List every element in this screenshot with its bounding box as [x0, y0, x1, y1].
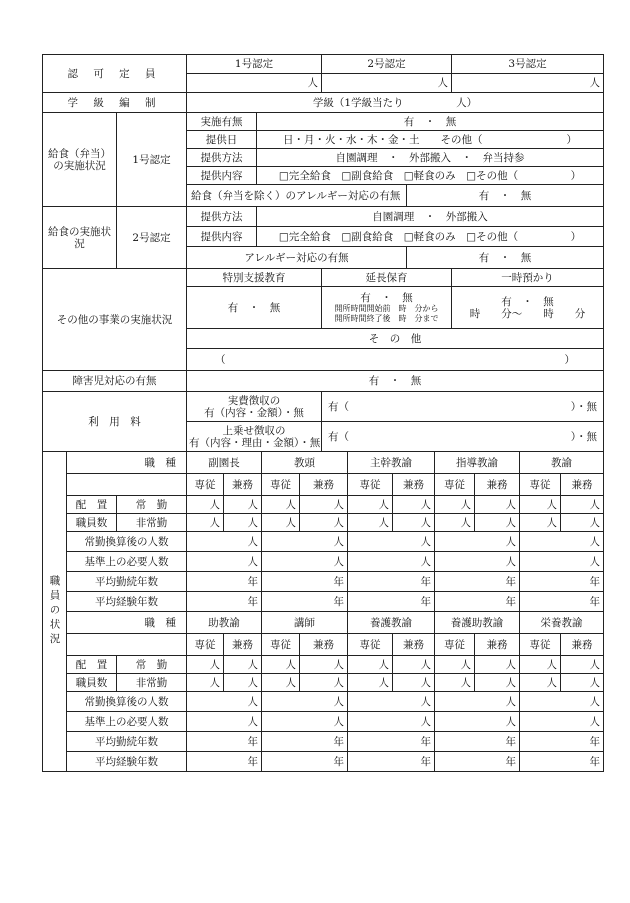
- meal2-value-0[interactable]: 自園調理 ・ 外部搬入: [257, 207, 604, 227]
- staff-type-types2-1: 講師: [262, 612, 348, 634]
- kinzoku-value[interactable]: 年: [262, 572, 348, 592]
- shokuin-label: 職員数: [67, 674, 117, 692]
- kinzoku-value[interactable]: 年: [435, 732, 520, 752]
- kenmu-header: 兼務: [393, 634, 435, 656]
- staff-type-types2-2: 養護教諭: [348, 612, 435, 634]
- senju-header: 専従: [187, 474, 224, 496]
- other-etc-value[interactable]: [187, 349, 604, 371]
- jokin-count[interactable]: 人: [348, 496, 393, 514]
- keiken-value[interactable]: 年: [520, 592, 604, 612]
- meal2-key-0: 提供方法: [187, 207, 257, 227]
- class-value[interactable]: 学級（1学級当たり 人）: [187, 93, 604, 113]
- meal2-type: 2号認定: [117, 207, 187, 269]
- kanzan-value[interactable]: 人: [262, 532, 348, 552]
- staff-type-types1-4: 教諭: [520, 452, 604, 474]
- kanzan-label: 常勤換算後の人数: [67, 692, 187, 712]
- jokin-count[interactable]: 人: [475, 656, 520, 674]
- hijokin-count[interactable]: 人: [561, 674, 604, 692]
- kanzan-value[interactable]: 人: [348, 692, 435, 712]
- fee-r1-label: [187, 392, 322, 422]
- staff-label: 職員の状況: [43, 452, 67, 772]
- meal1-value-2[interactable]: 自園調理 ・ 外部搬入 ・ 弁当持参: [257, 149, 604, 167]
- haichi-label: 配 置: [67, 496, 117, 514]
- other-head-3: 一時預かり: [452, 269, 604, 287]
- kenmu-header: 兼務: [300, 634, 348, 656]
- capacity-col-2: 2号認定: [322, 55, 452, 74]
- kinzoku-value[interactable]: 年: [187, 732, 262, 752]
- other-etc-label: そ の 他: [187, 329, 604, 349]
- meal2-key-1: 提供内容: [187, 227, 257, 247]
- staff-type-types2-3: 養護助教諭: [435, 612, 520, 634]
- keiken-label: 平均経験年数: [67, 592, 187, 612]
- other-value-3-main: 有 ・ 無: [501, 295, 554, 308]
- fee-r1-open: 有（: [328, 400, 350, 413]
- disability-value[interactable]: 有 ・ 無: [187, 371, 604, 392]
- fee-r2-open: 有（: [328, 430, 350, 443]
- kanzan-value[interactable]: 人: [348, 532, 435, 552]
- senju-header: 専従: [520, 474, 561, 496]
- hijokin-count[interactable]: 人: [475, 674, 520, 692]
- capacity-value-1[interactable]: 人: [187, 74, 322, 93]
- kanzan-value[interactable]: 人: [187, 532, 262, 552]
- kanzan-value[interactable]: 人: [435, 692, 520, 712]
- jokin-count[interactable]: 人: [520, 496, 561, 514]
- hijokin-label: 非常勤: [117, 514, 187, 532]
- hitsuyo-value[interactable]: 人: [435, 552, 520, 572]
- kenmu-header: 兼務: [475, 634, 520, 656]
- jokin-count[interactable]: 人: [393, 656, 435, 674]
- jokin-count[interactable]: 人: [300, 496, 348, 514]
- jokin-label: 常 勤: [117, 656, 187, 674]
- jokin-count[interactable]: 人: [435, 656, 475, 674]
- haichi-label: 配 置: [67, 656, 117, 674]
- kinzoku-value[interactable]: 年: [435, 572, 520, 592]
- staff-type-types1-2: 主幹教諭: [348, 452, 435, 474]
- keiken-value[interactable]: 年: [262, 752, 348, 772]
- kanzan-value[interactable]: 人: [520, 532, 604, 552]
- hijokin-count[interactable]: 人: [224, 514, 262, 532]
- staff-type-types2-0: 助教諭: [187, 612, 262, 634]
- fee-r1-value[interactable]: [322, 392, 604, 422]
- other-value-2-main: 有 ・ 無: [360, 291, 413, 304]
- hijokin-count[interactable]: 人: [475, 514, 520, 532]
- other-etc-open: （: [215, 353, 226, 366]
- meal2-label: 給食の実施状況: [43, 207, 117, 269]
- other-value-2-start: 開所時間開始前 時 分から: [334, 303, 439, 313]
- senju-header: 専従: [348, 634, 393, 656]
- keiken-label: 平均経験年数: [67, 752, 187, 772]
- keiken-value[interactable]: 年: [187, 752, 262, 772]
- jokin-count[interactable]: 人: [561, 496, 604, 514]
- keiken-value[interactable]: 年: [348, 592, 435, 612]
- staff-table: [42, 451, 604, 772]
- senju-header: 専従: [187, 634, 224, 656]
- meal1-value-1[interactable]: 日・月・火・水・木・金・土 その他（ ）: [257, 131, 604, 149]
- fee-label: 利 用 料: [43, 392, 187, 452]
- meal1-type: 1号認定: [117, 113, 187, 207]
- top-table: [42, 54, 604, 452]
- hitsuyo-value[interactable]: 人: [348, 712, 435, 732]
- hijokin-count[interactable]: 人: [561, 514, 604, 532]
- staff-type-types1-3: 指導教諭: [435, 452, 520, 474]
- other-label: その他の事業の実施状況: [43, 269, 187, 371]
- staff-blank: [67, 474, 187, 496]
- kanzan-value[interactable]: 人: [187, 692, 262, 712]
- hijokin-count[interactable]: 人: [300, 674, 348, 692]
- senju-header: 専従: [262, 634, 300, 656]
- jokin-count[interactable]: 人: [187, 656, 224, 674]
- jokin-count[interactable]: 人: [393, 496, 435, 514]
- other-value-3-time: 時 分～ 時 分: [469, 307, 586, 320]
- meal1-allergy-label: 給食（弁当を除く）のアレルギー対応の有無: [187, 185, 407, 207]
- staff-type-label: 職 種: [67, 452, 187, 474]
- hijokin-count[interactable]: 人: [262, 514, 300, 532]
- shokuin-label: 職員数: [67, 514, 117, 532]
- meal1-key-2: 提供方法: [187, 149, 257, 167]
- kenmu-header: 兼務: [393, 474, 435, 496]
- kanzan-value[interactable]: 人: [435, 532, 520, 552]
- hitsuyo-value[interactable]: 人: [520, 552, 604, 572]
- class-label: 学 級 編 制: [43, 93, 187, 113]
- jokin-count[interactable]: 人: [561, 656, 604, 674]
- meal1-value-3[interactable]: □完全給食 □副食給食 □軽食のみ □その他（ ）: [257, 167, 604, 185]
- jokin-count[interactable]: 人: [224, 656, 262, 674]
- hitsuyo-value[interactable]: 人: [187, 712, 262, 732]
- keiken-value[interactable]: 年: [435, 592, 520, 612]
- meal2-allergy-value[interactable]: 有 ・ 無: [407, 247, 604, 269]
- senju-header: 専従: [520, 634, 561, 656]
- meal1-key-3: 提供内容: [187, 167, 257, 185]
- meal1-label: 給食（弁当）の実施状況: [43, 113, 117, 207]
- fee-r1-close: ）・無: [570, 400, 598, 413]
- hitsuyo-label: 基準上の必要人数: [67, 712, 187, 732]
- fee-r2-value[interactable]: [322, 422, 604, 452]
- kanzan-label: 常勤換算後の人数: [67, 532, 187, 552]
- hitsuyo-value[interactable]: 人: [348, 552, 435, 572]
- kenmu-header: 兼務: [561, 634, 604, 656]
- kinzoku-value[interactable]: 年: [187, 572, 262, 592]
- capacity-label: 認 可 定 員: [43, 55, 187, 93]
- hijokin-count[interactable]: 人: [435, 514, 475, 532]
- kinzoku-label: 平均勤続年数: [67, 572, 187, 592]
- jokin-count[interactable]: 人: [520, 656, 561, 674]
- hijokin-label: 非常勤: [117, 674, 187, 692]
- hijokin-count[interactable]: 人: [187, 674, 224, 692]
- kinzoku-value[interactable]: 年: [520, 572, 604, 592]
- senju-header: 専従: [262, 474, 300, 496]
- kenmu-header: 兼務: [224, 474, 262, 496]
- meal2-allergy-label: アレルギー対応の有無: [187, 247, 407, 269]
- hijokin-count[interactable]: 人: [393, 514, 435, 532]
- form-page: [42, 54, 603, 772]
- senju-header: 専従: [435, 634, 475, 656]
- hijokin-count[interactable]: 人: [520, 514, 561, 532]
- keiken-value[interactable]: 年: [187, 592, 262, 612]
- capacity-col-1: 1号認定: [187, 55, 322, 74]
- disability-label: 障害児対応の有無: [43, 371, 187, 392]
- other-head-2: 延長保育: [322, 269, 452, 287]
- other-value-2-end: 開所時間終了後 時 分まで: [334, 313, 439, 323]
- fee-r2-label-a: 上乗せ徴収の: [222, 424, 286, 437]
- jokin-count[interactable]: 人: [300, 656, 348, 674]
- kanzan-value[interactable]: 人: [520, 692, 604, 712]
- staff-type-types1-1: 教頭: [262, 452, 348, 474]
- fee-r1-label-a: 実費徴収の: [227, 394, 281, 407]
- keiken-value[interactable]: 年: [262, 592, 348, 612]
- keiken-value[interactable]: 年: [348, 752, 435, 772]
- capacity-value-2[interactable]: 人: [322, 74, 452, 93]
- keiken-value[interactable]: 年: [520, 752, 604, 772]
- jokin-count[interactable]: 人: [262, 496, 300, 514]
- keiken-value[interactable]: 年: [435, 752, 520, 772]
- hijokin-count[interactable]: 人: [393, 674, 435, 692]
- jokin-label: 常 勤: [117, 496, 187, 514]
- hitsuyo-value[interactable]: 人: [262, 552, 348, 572]
- meal1-allergy-value[interactable]: 有 ・ 無: [407, 185, 604, 207]
- kinzoku-value[interactable]: 年: [520, 732, 604, 752]
- kenmu-header: 兼務: [561, 474, 604, 496]
- kenmu-header: 兼務: [475, 474, 520, 496]
- other-etc-close: ）: [564, 353, 576, 366]
- hijokin-count[interactable]: 人: [224, 674, 262, 692]
- fee-r1-label-b: 有（内容・金額）・無: [204, 406, 304, 419]
- kinzoku-value[interactable]: 年: [348, 732, 435, 752]
- hitsuyo-value[interactable]: 人: [262, 712, 348, 732]
- hijokin-count[interactable]: 人: [187, 514, 224, 532]
- kenmu-header: 兼務: [300, 474, 348, 496]
- staff-type-types1-0: 副園長: [187, 452, 262, 474]
- jokin-count[interactable]: 人: [262, 656, 300, 674]
- meal2-value-1[interactable]: □完全給食 □副食給食 □軽食のみ □その他（ ）: [257, 227, 604, 247]
- kenmu-header: 兼務: [224, 634, 262, 656]
- meal1-key-1: 提供日: [187, 131, 257, 149]
- jokin-count[interactable]: 人: [224, 496, 262, 514]
- capacity-col-3: 3号認定: [452, 55, 604, 74]
- hitsuyo-value[interactable]: 人: [520, 712, 604, 732]
- kanzan-value[interactable]: 人: [262, 692, 348, 712]
- other-head-1: 特別支援教育: [187, 269, 322, 287]
- hijokin-count[interactable]: 人: [300, 514, 348, 532]
- senju-header: 専従: [435, 474, 475, 496]
- capacity-value-3[interactable]: 人: [452, 74, 604, 93]
- jokin-count[interactable]: 人: [435, 496, 475, 514]
- hijokin-count[interactable]: 人: [520, 674, 561, 692]
- fee-r2-label-b: 有（内容・理由・金額）・無: [189, 436, 321, 449]
- jokin-count[interactable]: 人: [348, 656, 393, 674]
- staff-type-types2-4: 栄養教諭: [520, 612, 604, 634]
- staff-type-label: 職 種: [67, 612, 187, 634]
- kinzoku-label: 平均勤続年数: [67, 732, 187, 752]
- hijokin-count[interactable]: 人: [348, 674, 393, 692]
- hijokin-count[interactable]: 人: [262, 674, 300, 692]
- hitsuyo-value[interactable]: 人: [187, 552, 262, 572]
- meal1-value-0[interactable]: 有 ・ 無: [257, 113, 604, 131]
- senju-header: 専従: [348, 474, 393, 496]
- other-value-2[interactable]: [322, 287, 452, 329]
- other-value-1[interactable]: 有 ・ 無: [187, 287, 322, 329]
- hijokin-count[interactable]: 人: [348, 514, 393, 532]
- fee-r2-label: [187, 422, 322, 452]
- hitsuyo-label: 基準上の必要人数: [67, 552, 187, 572]
- jokin-count[interactable]: 人: [475, 496, 520, 514]
- jokin-count[interactable]: 人: [187, 496, 224, 514]
- meal1-key-0: 実施有無: [187, 113, 257, 131]
- other-value-3[interactable]: [452, 287, 604, 329]
- kinzoku-value[interactable]: 年: [262, 732, 348, 752]
- hitsuyo-value[interactable]: 人: [435, 712, 520, 732]
- fee-r2-close: ）・無: [570, 430, 598, 443]
- kinzoku-value[interactable]: 年: [348, 572, 435, 592]
- staff-blank: [67, 634, 187, 656]
- hijokin-count[interactable]: 人: [435, 674, 475, 692]
